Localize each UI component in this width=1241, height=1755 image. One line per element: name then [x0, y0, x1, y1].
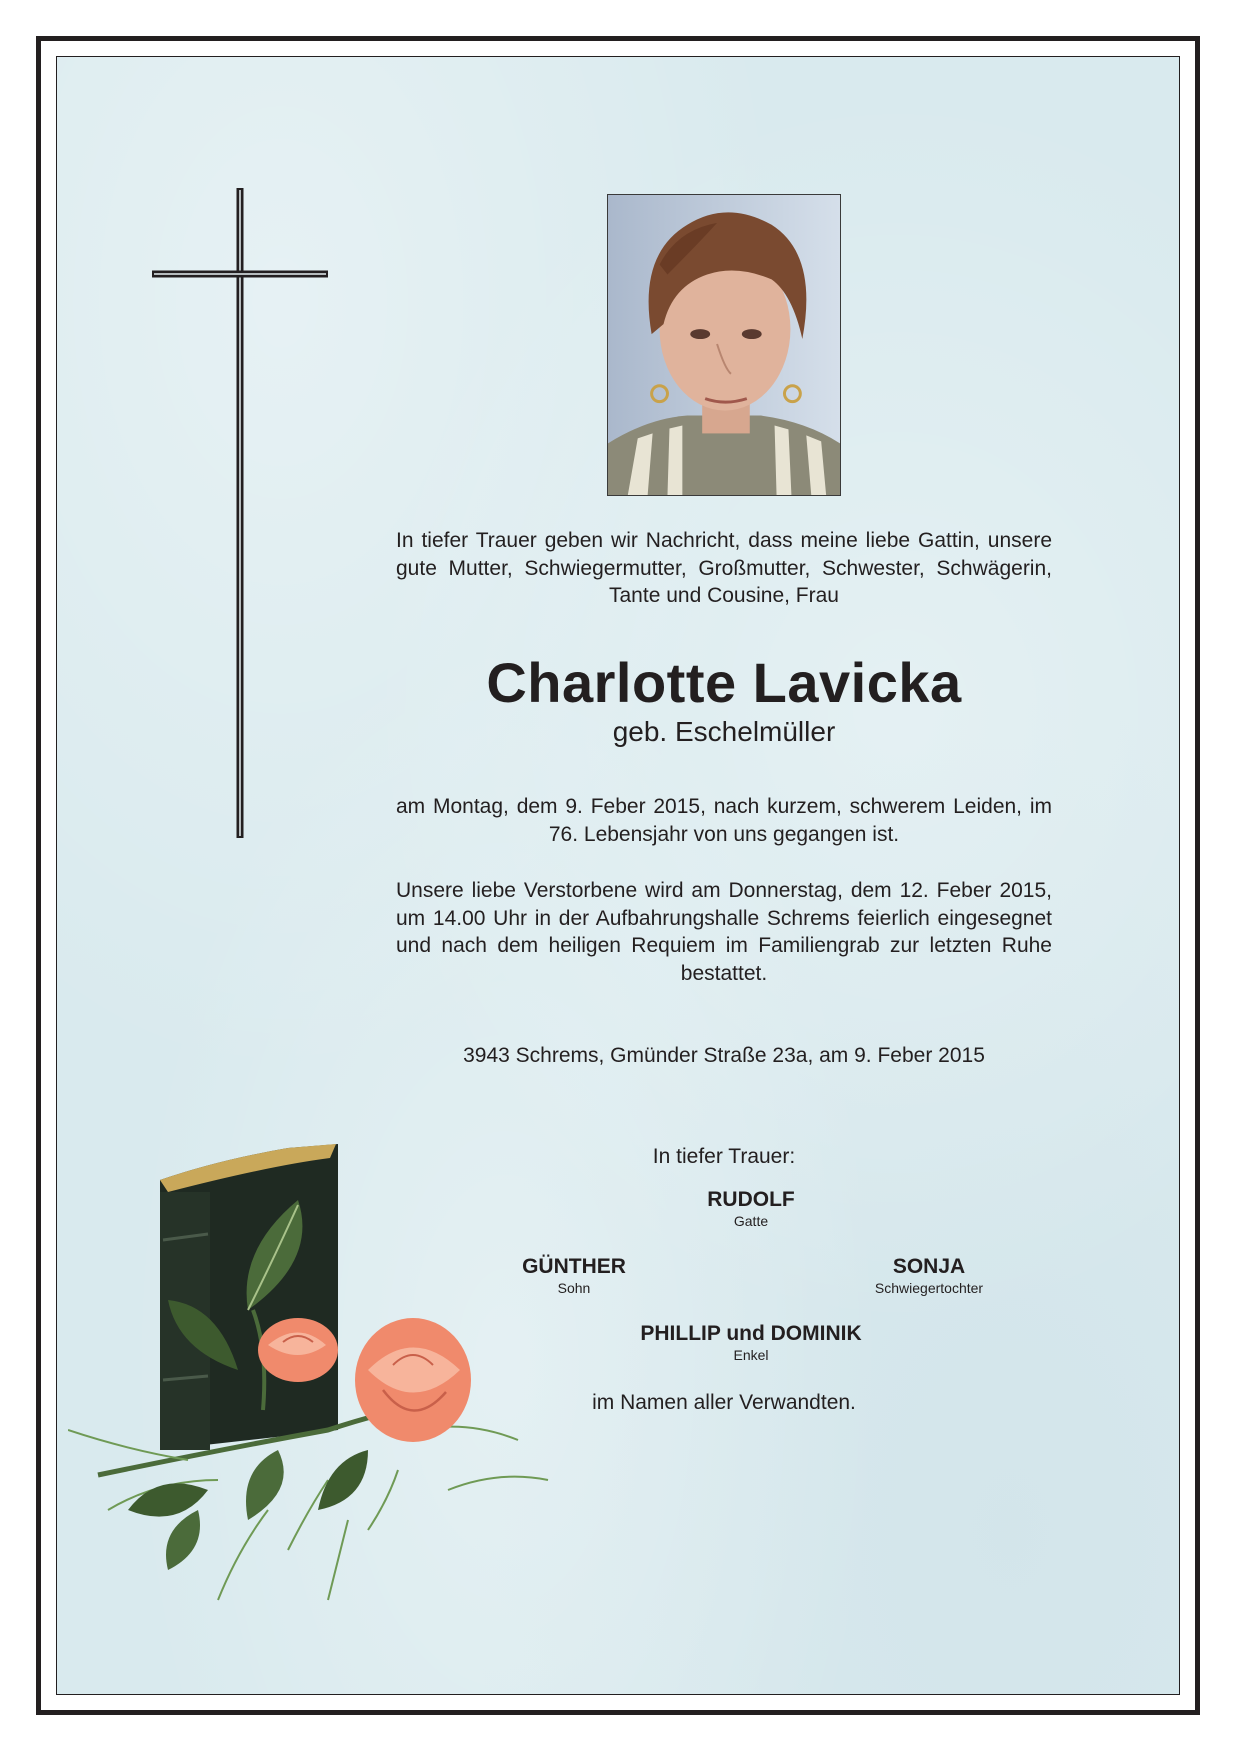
- mourner-name: RUDOLF: [707, 1188, 795, 1211]
- closing-line: im Namen aller Verwandten.: [592, 1391, 856, 1414]
- address-line: 3943 Schrems, Gmünder Straße 23a, am 9. Feber 2015: [463, 1044, 985, 1067]
- mourning-heading: In tiefer Trauer:: [652, 1145, 796, 1168]
- cross-icon: [150, 188, 330, 838]
- mourner-name: SONJA: [892, 1255, 966, 1278]
- intro-text: In tiefer Trauer geben wir Nachricht, dass meine liebe Gattin, unsere gute Mutter, Schwiegermutter, Großmutter, Schwester, Schwägerin, Tante und Cousine, Frau: [396, 529, 1052, 607]
- deceased-name: Charlotte Lavicka: [486, 651, 962, 714]
- maiden-name: geb. Eschelmüller: [612, 716, 836, 747]
- mourner-relation: Schwiegertochter: [874, 1280, 984, 1296]
- mourner-relation: Gatte: [733, 1213, 769, 1229]
- death-notice: am Montag, dem 9. Feber 2015, nach kurzem, schwerem Leiden, im 76. Lebensjahr von uns gegangen ist.: [396, 795, 1052, 846]
- bible-with-roses-icon: [68, 1130, 628, 1630]
- mourner-daughter-in-law: [799, 1255, 1059, 1297]
- mourner-name: PHILLIP und DOMINIK: [640, 1322, 862, 1345]
- mourner-grandchildren: [601, 1322, 901, 1364]
- mourner-relation: Sohn: [557, 1280, 591, 1296]
- portrait-photo: [607, 194, 841, 496]
- mourner-name: GÜNTHER: [522, 1255, 626, 1278]
- funeral-notice: Unsere liebe Verstorbene wird am Donnerstag, dem 12. Feber 2015, um 14.00 Uhr in der Aufbahrungshalle Schrems feierlich eingesegnet und nach dem heiligen Requiem im Familiengrab zur letzten Ruhe bestattet.: [396, 879, 1052, 985]
- mourner-relation: Enkel: [733, 1347, 769, 1363]
- mourner-spouse: [621, 1188, 881, 1230]
